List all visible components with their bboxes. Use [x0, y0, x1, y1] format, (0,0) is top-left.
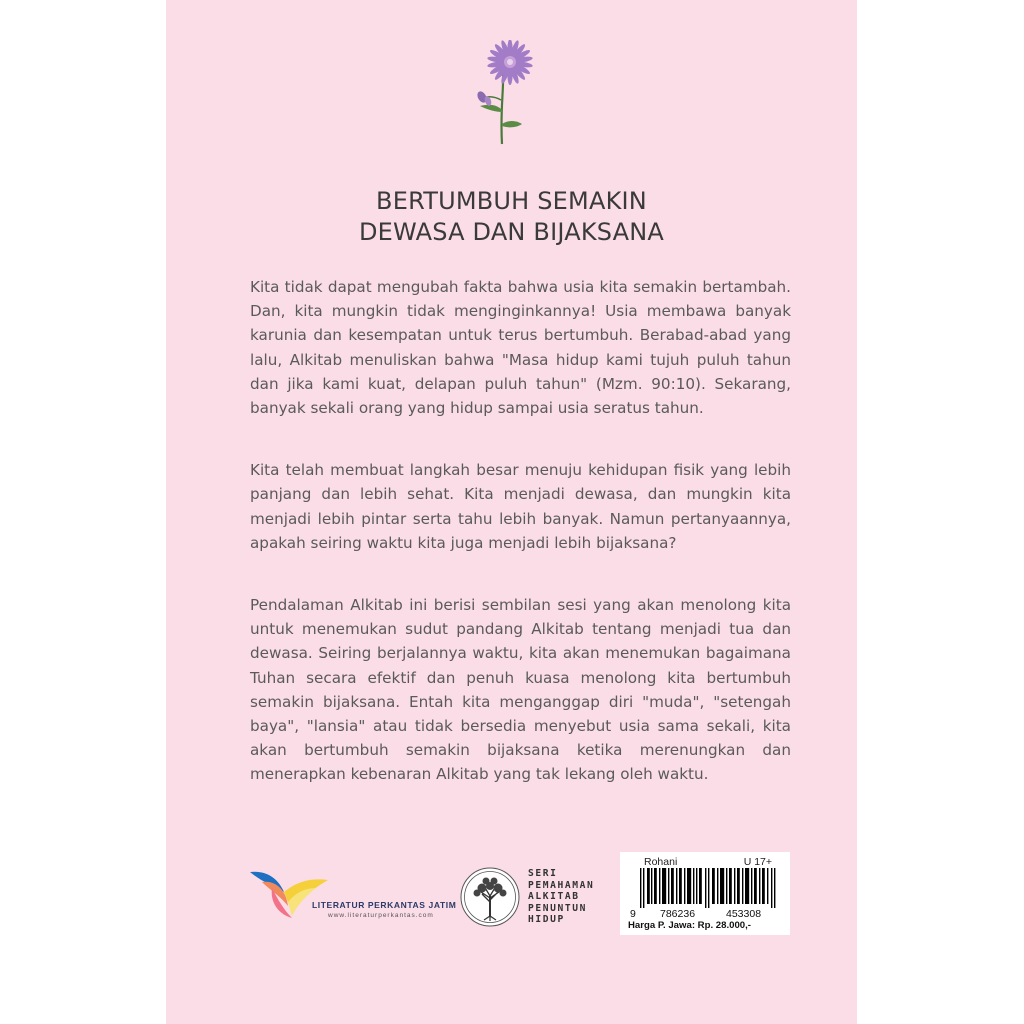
barcode-age-rating: U 17+ — [743, 856, 772, 868]
series-line-5: HIDUP — [528, 914, 565, 925]
flower-illustration-icon — [470, 40, 540, 148]
series-line-2: PEMAHAMAN — [528, 879, 595, 891]
publisher-wing-icon — [248, 866, 330, 922]
barcode-label — [620, 852, 790, 935]
price-label: Harga P. Jawa: Rp. 28.000,- — [628, 920, 752, 931]
isbn-barcode-icon — [638, 868, 784, 908]
series-line-4: PENUNTUN — [528, 902, 588, 914]
publisher-logo — [248, 866, 457, 930]
book-title-line-2: DEWASA DAN BIJAKSANA — [358, 218, 665, 246]
book-title-line-1: BERTUMBUH SEMAKIN — [376, 187, 647, 215]
barcode-category: Rohani — [644, 856, 678, 868]
publisher-name: LITERATUR PERKANTAS JATIM — [312, 900, 457, 910]
publisher-url: www.literaturperkantas.com — [328, 912, 434, 919]
barcode-digits-group-2: 453308 — [726, 908, 762, 920]
barcode-digits-group-1: 786236 — [660, 908, 696, 920]
synopsis — [250, 275, 791, 825]
synopsis-paragraph-2: Kita telah membuat langkah besar menuju kehidupan fisik yang lebih panjang dan lebih sehat. Kita menjadi dewasa, dan mungkin kita menjadi lebih pintar serta tahu lebih banyak. Namun pertanyaannya, apakah seiring waktu kita juga menjadi lebih bijaksana? — [250, 461, 791, 552]
series-label — [528, 868, 594, 926]
synopsis-paragraph-1: Kita tidak dapat mengubah fakta bahwa usia kita semakin bertambah. Dan, kita mungkin tidak menginginkannya! Usia membawa banyak karunia dan kesempatan untuk terus bertumbuh. Berabad-abad yang lalu, Alkitab menuliskan bahwa "Masa hidup kami tujuh puluh tahun dan jika kami kuat, delapan puluh tahun" (Mzm. 90:10). Sekarang, banyak sekali orang yang hidup sampai usia seratus tahun. — [250, 278, 791, 418]
tree-seal-icon — [460, 866, 520, 928]
book-title — [166, 186, 857, 248]
series-line-1: SERI — [528, 868, 558, 879]
barcode-digit-first: 9 — [630, 908, 636, 920]
synopsis-paragraph-3: Pendalaman Alkitab ini berisi sembilan sesi yang akan menolong kita untuk menemukan sudut pandang Alkitab tentang menjadi tua dan dewasa. Seiring berjalannya waktu, kita akan menemukan bagaimana Tuhan secara efektif dan penuh kuasa menolong kita bertumbuh semakin bijaksana. Entah kita menganggap diri "muda", "setengah baya", "lansia" atau tidak bersedia menyebut usia sama sekali, kita akan bertumbuh semakin bijaksana ketika merenungkan dan menerapkan kebenaran Alkitab yang tak lekang oleh waktu. — [250, 596, 791, 784]
series-line-3: ALKITAB — [528, 891, 580, 902]
